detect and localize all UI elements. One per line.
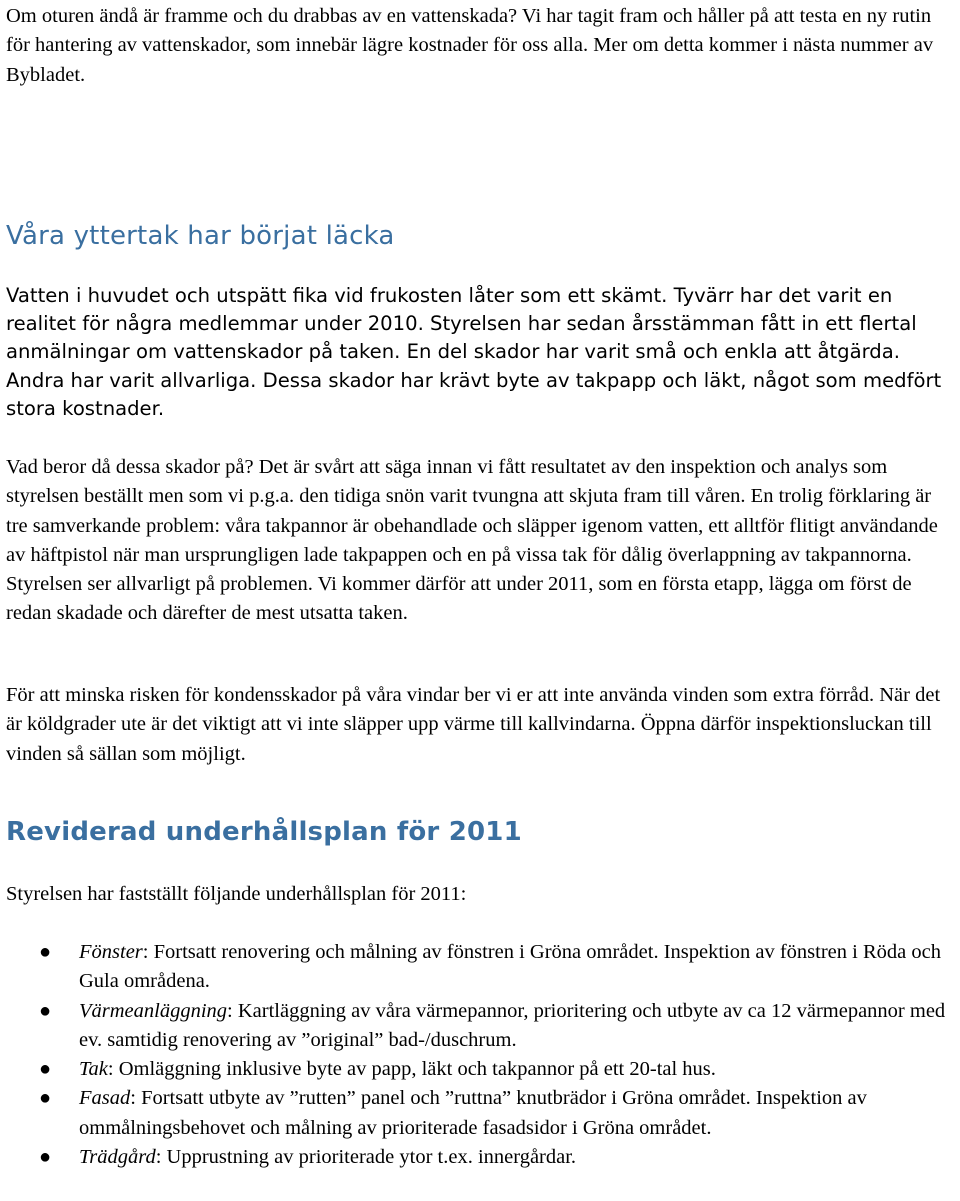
roofs-paragraph-2: Vad beror då dessa skador på? Det är svårt att säga innan vi fått resultatet av den inspektion och analys som styrelsen beställt men som vi p.g.a. den tidiga snön varit tvungna att skjuta fram till våren. En trolig förklaring är tre samverkande problem: våra takpannor är obehandlade och släpper igenom vatten, ett alltför flitigt användande av häftpistol när man ursprungligen lade takpappen och en på vissa tak för dålig överlappning av takpannorna. Styrelsen ser allvarligt på problemen. Vi kommer därför att under 2011, som en första etapp, lägga om först de redan skadade och därefter de mest utsatta taken. [6,456,938,625]
section-heading-maintenance: Reviderad underhållsplan för 2011 [6,817,522,847]
bullet-icon: ● [39,941,52,963]
list-item-text: : Kartläggning av våra värmepannor, prioritering och utbyte av ca 12 värmepannor med ev. samtidig renovering av ”original” bad-/duschrum. [79,999,946,1051]
list-item-term: Värmeanläggning [79,999,228,1022]
list-item-term: Tak [79,1058,108,1081]
roofs-lead-sentence: Vatten i huvudet och utspätt fika vid frukosten låter som ett skämt. [6,284,668,307]
intro-paragraph: Om oturen ändå är framme och du drabbas av en vattenskada? Vi har tagit fram och håller på att testa en ny rutin för hantering av vattenskador, som innebär lägre kostnader för oss alla. Mer om detta kommer i nästa nummer av Bybladet. [6,5,934,86]
section-heading-roofs: Våra yttertak har börjat läcka [6,221,395,251]
list-item-text: : Fortsatt renovering och målning av fönstren i Gröna området. Inspektion av fönstren i Röda och Gula områdena. [79,941,941,993]
bullet-icon: ● [39,1058,52,1081]
list-item-text: : Omläggning inklusive byte av papp, läkt och takpannor på ett 20-tal hus. [107,1058,716,1081]
roofs-paragraph-body: Tyvärr har det varit en realitet för några medlemmar under 2010. Styrelsen har sedan årsstämman fått in ett flertal anmälningar om vattenskador på taken. En del skador har varit små och enkla att åtgärda. Andra har varit allvarliga. Dessa skador har krävt byte av takpapp och läkt, något som medfört stora kostnader. [6,284,942,420]
bullet-icon: ● [39,1087,52,1110]
list-item [6,1084,956,1143]
list-item-term: Fasad [79,1087,131,1110]
list-item-text: : Upprustning av prioriterade ytor t.ex. innergårdar. [155,1146,577,1169]
list-item-text: : Fortsatt utbyte av ”rutten” panel och ”ruttna” knutbrädor i Gröna området. Inspektion av ommålningsbehovet och målning av prioriterade fasadsidor i Gröna området. [79,1087,867,1139]
list-item-term: Trädgård [79,1146,156,1169]
bullet-icon: ● [39,999,52,1022]
maintenance-list [6,938,956,1172]
list-item-term: Fönster [79,941,143,963]
maintenance-intro: Styrelsen har fastställt följande underhållsplan för 2011: [6,883,467,905]
list-item [6,997,956,1056]
list-item [6,1143,956,1172]
list-item [6,938,956,997]
roofs-paragraph-1 [6,282,956,423]
bullet-icon: ● [39,1146,52,1169]
roofs-paragraph-3: För att minska risken för kondensskador på våra vindar ber vi er att inte använda vinden som extra förråd. När det är köldgrader ute är det viktigt att vi inte släpper upp värme till kallvindarna. Öppna därför inspektionsluckan till vinden så sällan som möjligt. [6,684,941,765]
list-item [6,1055,956,1084]
